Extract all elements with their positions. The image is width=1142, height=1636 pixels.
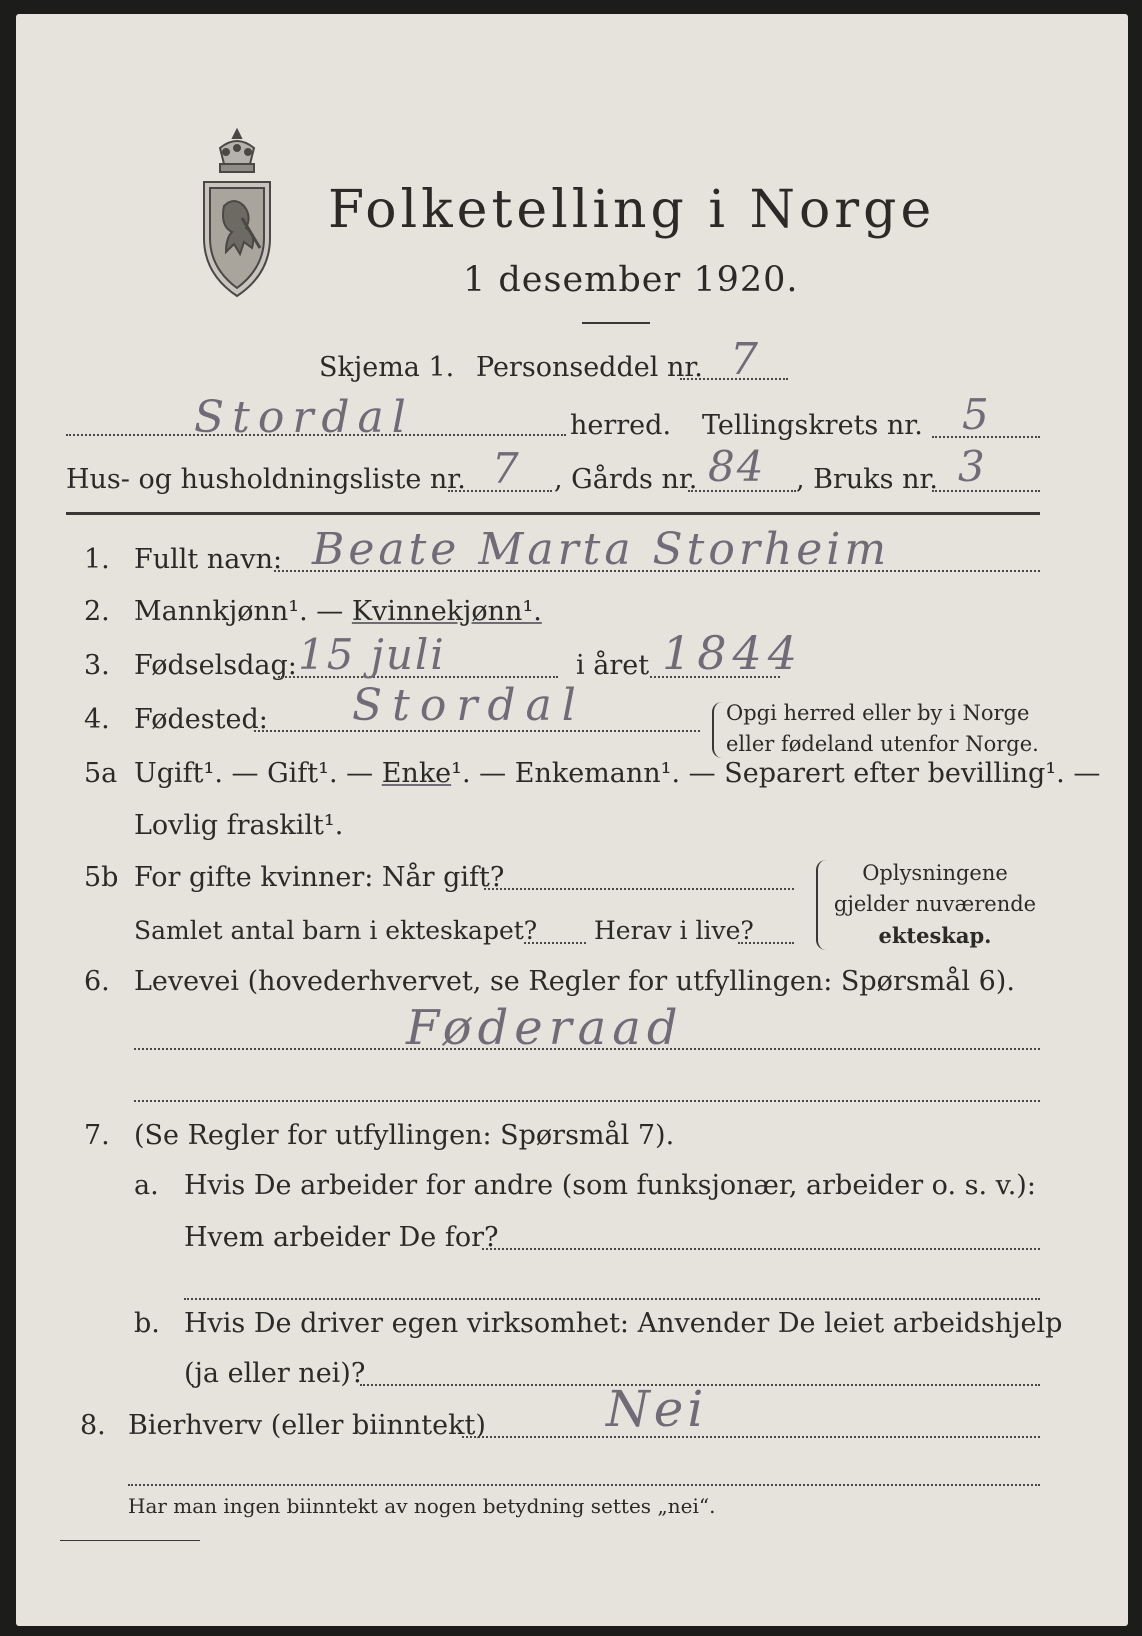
q5b-note <box>824 858 1046 951</box>
q5b-married-field <box>484 888 794 890</box>
q7a-text: Hvis De arbeider for andre (som funksjonær, arbeider o. s. v.): <box>184 1170 1036 1201</box>
personseddel-label: Personseddel nr. <box>476 352 703 383</box>
bruks-value: 3 <box>958 442 987 491</box>
q5b-note-line1: Oplysningene <box>862 861 1008 885</box>
q5a-text <box>134 758 1100 789</box>
q8-value: Nei <box>606 1380 708 1438</box>
herred-label: herred. <box>570 410 672 441</box>
form-title: Folketelling i Norge <box>328 180 936 240</box>
q4-number: 4. <box>84 704 110 735</box>
q2-female: Kvinnekjønn¹. <box>351 596 542 627</box>
q8-field-line2 <box>128 1484 1040 1486</box>
q8-number: 8. <box>80 1410 106 1441</box>
hus-label: Hus- og husholdningsliste nr. <box>66 464 466 495</box>
census-date: 1 desember 1920. <box>463 260 799 300</box>
q5b-note-line3: ekteskap. <box>878 923 992 948</box>
q3-value: 15 juli <box>298 630 446 679</box>
q6-number: 6. <box>84 966 110 997</box>
q7a-letter: a. <box>134 1170 159 1201</box>
q1-number: 1. <box>84 544 110 575</box>
q8-field-line1 <box>462 1436 1040 1438</box>
q7a-text2: Hvem arbeider De for? <box>184 1222 499 1253</box>
q6-value: Føderaad <box>406 1000 684 1056</box>
q5a-number: 5a <box>84 758 118 789</box>
q5b-alive-label: Herav i live? <box>594 916 754 945</box>
q4-note <box>726 698 1039 760</box>
bruks-label: , Bruks nr. <box>796 464 939 495</box>
q7a-field-line2 <box>184 1298 1040 1300</box>
q5b-children-label: Samlet antal barn i ekteskapet? <box>134 916 538 945</box>
q4-note-line1: Opgi herred eller by i Norge <box>726 701 1030 725</box>
q7b-letter: b. <box>134 1308 160 1339</box>
q7b-text2: (ja eller nei)? <box>184 1358 366 1389</box>
q5a-line2: Lovlig fraskilt¹. <box>134 810 344 841</box>
q2-male: Mannkjønn¹. — <box>134 596 352 627</box>
q4-note-line2: eller fødeland utenfor Norge. <box>726 732 1039 756</box>
q7b-text: Hvis De driver egen virksomhet: Anvender De leiet arbeidshjelp <box>184 1308 1063 1339</box>
gards-label: , Gårds nr. <box>554 464 698 495</box>
herred-value: Stordal <box>194 392 414 443</box>
q5a-rest: ¹. — Enkemann¹. — Separert efter bevilling¹. — <box>451 758 1101 789</box>
q3-label: Fødselsdag: <box>134 650 297 681</box>
q5b-children-field <box>524 942 586 944</box>
q4-value: Stordal <box>352 680 586 731</box>
q1-label: Fullt navn: <box>134 544 283 575</box>
personseddel-value: 7 <box>730 334 760 385</box>
q8-label: Bierhverv (eller biinntekt) <box>128 1410 486 1441</box>
tellingskrets-label: Tellingskrets nr. <box>702 410 923 441</box>
title-divider <box>582 322 650 324</box>
q5b-line1: For gifte kvinner: Når gift? <box>134 862 505 893</box>
q6-field-line2 <box>134 1100 1040 1102</box>
hus-value: 7 <box>492 444 521 493</box>
q4-note-brace <box>712 702 722 758</box>
q3-year-value: 1844 <box>662 626 804 680</box>
gards-value: 84 <box>708 442 766 491</box>
q7a-field-line1 <box>482 1248 1040 1250</box>
header-divider <box>66 512 1040 515</box>
q7-number: 7. <box>84 1120 110 1151</box>
q5b-number: 5b <box>84 862 119 893</box>
q2-text <box>134 596 542 627</box>
q6-label: Levevei (hovederhvervet, se Regler for utfyllingen: Spørsmål 6). <box>134 966 1015 997</box>
footer-note: Har man ingen biinntekt av nogen betydning settes „nei“. <box>128 1494 716 1518</box>
footnote-rule <box>60 1540 200 1541</box>
q3-number: 3. <box>84 650 110 681</box>
skjema-label: Skjema 1. <box>319 352 455 383</box>
q3-year-label: i året <box>576 650 650 681</box>
q4-label: Fødested: <box>134 704 268 735</box>
census-form <box>16 14 1128 1626</box>
q1-value: Beate Marta Storheim <box>312 524 891 575</box>
q2-number: 2. <box>84 596 110 627</box>
norwegian-coat-of-arms-icon <box>192 126 282 302</box>
q5b-note-line2: gjelder nuværende <box>833 892 1037 916</box>
tellingskrets-value: 5 <box>962 390 991 439</box>
q7-label: (Se Regler for utfyllingen: Spørsmål 7). <box>134 1120 675 1151</box>
q5b-alive-field <box>738 942 794 944</box>
q5a-unmarried-married: Ugift¹. — Gift¹. — <box>134 758 382 789</box>
q5a-widow: Enke <box>381 758 452 789</box>
